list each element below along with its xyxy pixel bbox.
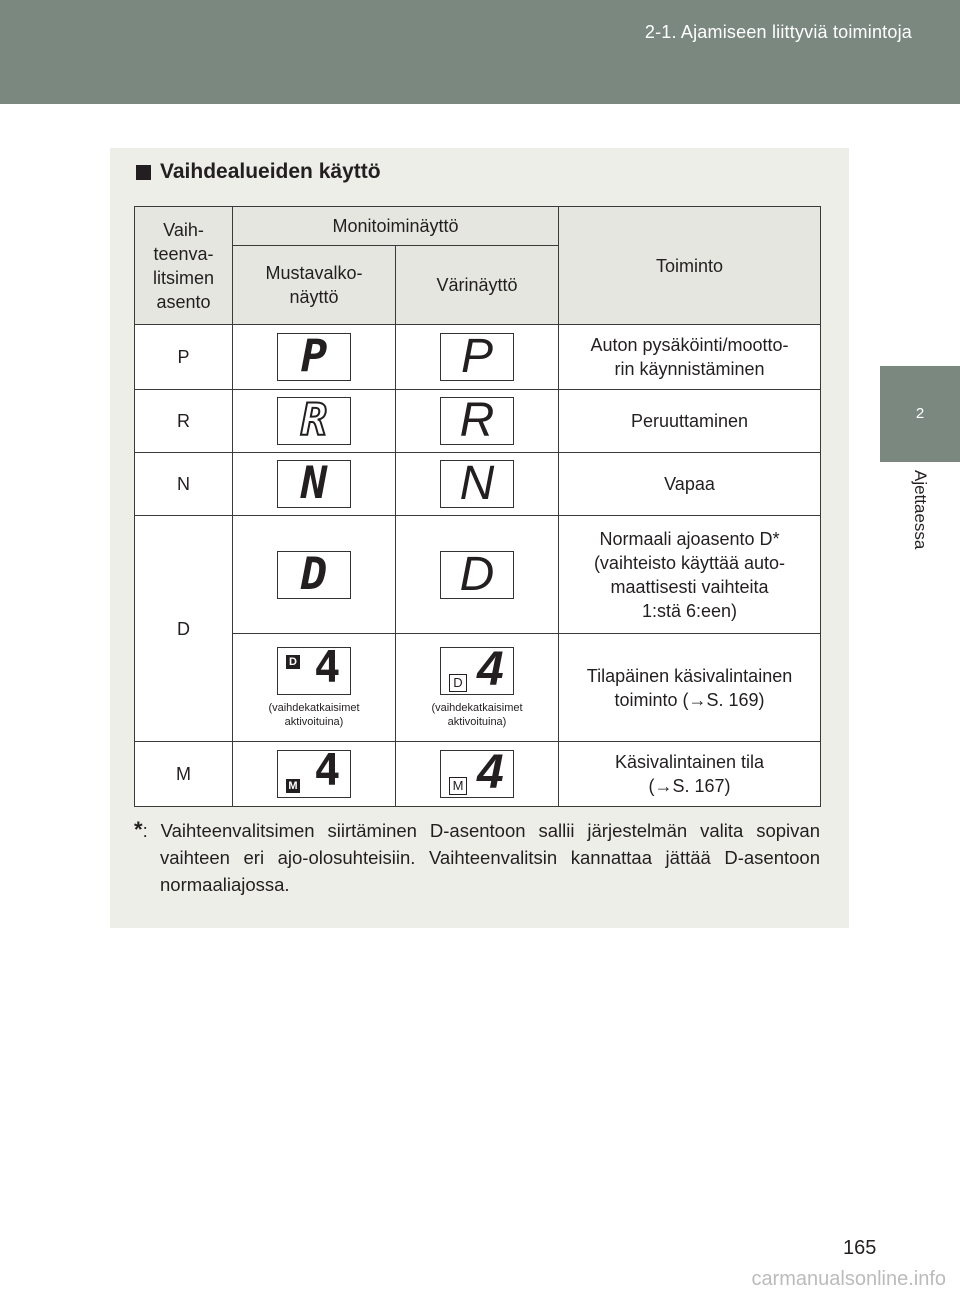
position-cell: R	[135, 390, 233, 453]
color-gear-indicator: P	[460, 330, 493, 383]
function-cell: Peruuttaminen	[559, 390, 821, 453]
mono-display-box	[277, 548, 351, 600]
position-cell: N	[135, 453, 233, 516]
color-display-box	[440, 394, 514, 447]
mono-gear-indicator: N	[300, 458, 328, 509]
mono-gear-number: 4	[314, 641, 341, 693]
footnote	[134, 816, 820, 898]
color-display-cell	[396, 390, 559, 453]
chapter-tab-label-text: Ajettaessa	[911, 470, 930, 550]
function-cell: Vapaa	[559, 453, 821, 516]
mono-display-cell	[233, 634, 396, 742]
color-display-box	[440, 457, 514, 510]
mono-display-cell	[233, 390, 396, 453]
mono-display-cell	[233, 453, 396, 516]
mono-display-cell	[233, 742, 396, 807]
square-bullet-icon	[136, 165, 151, 180]
color-display-cell	[396, 634, 559, 742]
color-display-caption: (vaihdekatkaisimet aktivoituina)	[431, 701, 523, 728]
position-cell: M	[135, 742, 233, 807]
footnote-text: : Vaihteenvalitsimen siirtäminen D-asentoon sallii järjestelmän valita sopivan vaihteen eri ajo-olosuhteisiin. Vaihteenvalitsin kannattaa jättää D-asentoon normaaliajossa.	[142, 820, 820, 895]
mono-display-box	[277, 333, 351, 381]
color-display-cell	[396, 516, 559, 634]
page-header	[0, 0, 960, 104]
mono-display-box	[277, 745, 351, 798]
position-cell: P	[135, 325, 233, 390]
table-row-n	[135, 453, 821, 516]
mono-display-box	[277, 641, 351, 695]
mono-gear-indicator: P	[300, 331, 328, 382]
position-cell: D	[135, 516, 233, 742]
function-cell: Normaali ajoasento D* (vaihteisto käyttää auto- maattisesti vaihteita 1:stä 6:een)	[559, 516, 821, 634]
function-cell: Auton pysäköinti/mootto- rin käynnistäminen	[559, 325, 821, 390]
color-gear-number: 4	[477, 746, 504, 799]
header-color-display: Värinäyttö	[396, 246, 559, 325]
color-display-cell	[396, 742, 559, 807]
mono-gear-indicator: R	[300, 395, 328, 446]
mono-mode-tag: D	[286, 655, 300, 669]
color-display-cell	[396, 325, 559, 390]
header-monitor-display: Monitoiminäyttö	[233, 207, 559, 246]
mono-display-cell	[233, 516, 396, 634]
header-function: Toiminto	[559, 207, 821, 325]
mono-gear-number: 4	[314, 745, 341, 796]
color-mode-tag: M	[449, 777, 467, 795]
table-row-d	[135, 516, 821, 634]
color-display-box	[440, 642, 514, 696]
footnote-body	[134, 816, 820, 898]
section-title-text: Vaihdealueiden käyttö	[160, 160, 381, 183]
chapter-tab-number: 2	[880, 366, 960, 462]
table-row-m	[135, 742, 821, 807]
color-gear-indicator: D	[459, 547, 495, 601]
table-row-r	[135, 390, 821, 453]
color-display-box	[440, 330, 514, 383]
mono-display-caption: (vaihdekatkaisimet aktivoituina)	[268, 701, 360, 728]
color-gear-number: 4	[477, 642, 504, 696]
mono-gear-indicator: D	[300, 548, 328, 600]
color-display-box	[440, 746, 514, 799]
watermark: carmanualsonline.info	[751, 1268, 946, 1290]
color-gear-indicator: R	[459, 394, 495, 447]
header-mono-display: Mustavalko- näyttö	[233, 246, 396, 325]
color-display-cell	[396, 453, 559, 516]
table-row-d-paddle	[135, 634, 821, 742]
section-heading	[136, 160, 381, 184]
page-number: 165	[843, 1237, 877, 1259]
chapter-title: 2-1. Ajamiseen liittyviä toimintoja	[644, 22, 912, 42]
footnote-marker: *	[134, 817, 143, 842]
table-row-p	[135, 325, 821, 390]
header-selector-position: Vaih- teenva- litsimen asento	[135, 207, 233, 325]
color-gear-indicator: N	[459, 457, 495, 510]
mono-display-cell	[233, 325, 396, 390]
color-display-box	[440, 547, 514, 601]
gear-position-table	[134, 206, 821, 807]
function-cell: Käsivalintainen tila (→S. 167)	[559, 742, 821, 807]
mono-display-box	[277, 397, 351, 445]
mono-mode-tag: M	[286, 779, 300, 793]
color-mode-tag: D	[449, 674, 467, 692]
function-cell: Tilapäinen käsivalintainen toiminto (→S. 169)	[559, 634, 821, 742]
mono-display-box	[277, 460, 351, 508]
chapter-tab-label	[880, 462, 960, 662]
